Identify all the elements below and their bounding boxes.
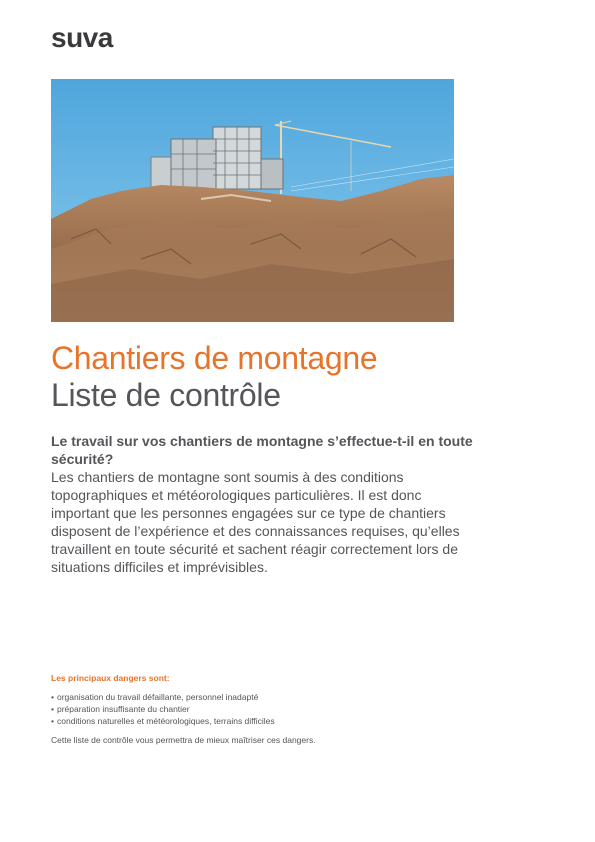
- list-item-text: conditions naturelles et météorologiques, terrains difficiles: [56, 716, 275, 726]
- title-line-1: Chantiers de montagne: [51, 340, 378, 376]
- intro-section: [51, 432, 481, 576]
- dangers-heading: Les principaux dangers sont:: [51, 673, 170, 683]
- title-line-2: Liste de contrôle: [51, 377, 281, 413]
- dangers-closing: Cette liste de contrôle vous permettra de mieux maîtriser ces dangers.: [51, 735, 316, 745]
- document-title: [51, 340, 551, 414]
- list-item-text: préparation insuffisante du chantier: [56, 704, 190, 714]
- intro-lead: Le travail sur vos chantiers de montagne s’effectue-t-il en toute sécurité?: [51, 433, 473, 467]
- mountain-construction-photo: [51, 79, 454, 322]
- intro-body: Les chantiers de montagne sont soumis à des conditions topographiques et météorologiques particulières. Il est donc important que les personnes engagées sur ce type de chantiers disposent de l’expérience et des connaissances requises, qu’elles travaillent en toute sécurité et sachent réagir correctement lors de situations difficiles et imprévisibles.: [51, 469, 460, 575]
- list-item: [51, 715, 531, 727]
- list-item-text: organisation du travail défaillante, personnel inadapté: [56, 692, 259, 702]
- bullet-icon: •: [51, 692, 54, 702]
- list-item: [51, 691, 531, 703]
- dangers-list: [51, 691, 531, 727]
- bullet-icon: •: [51, 716, 54, 726]
- suva-logo: suva: [51, 22, 113, 53]
- list-item: [51, 703, 531, 715]
- dangers-section: [51, 672, 531, 746]
- bullet-icon: •: [51, 704, 54, 714]
